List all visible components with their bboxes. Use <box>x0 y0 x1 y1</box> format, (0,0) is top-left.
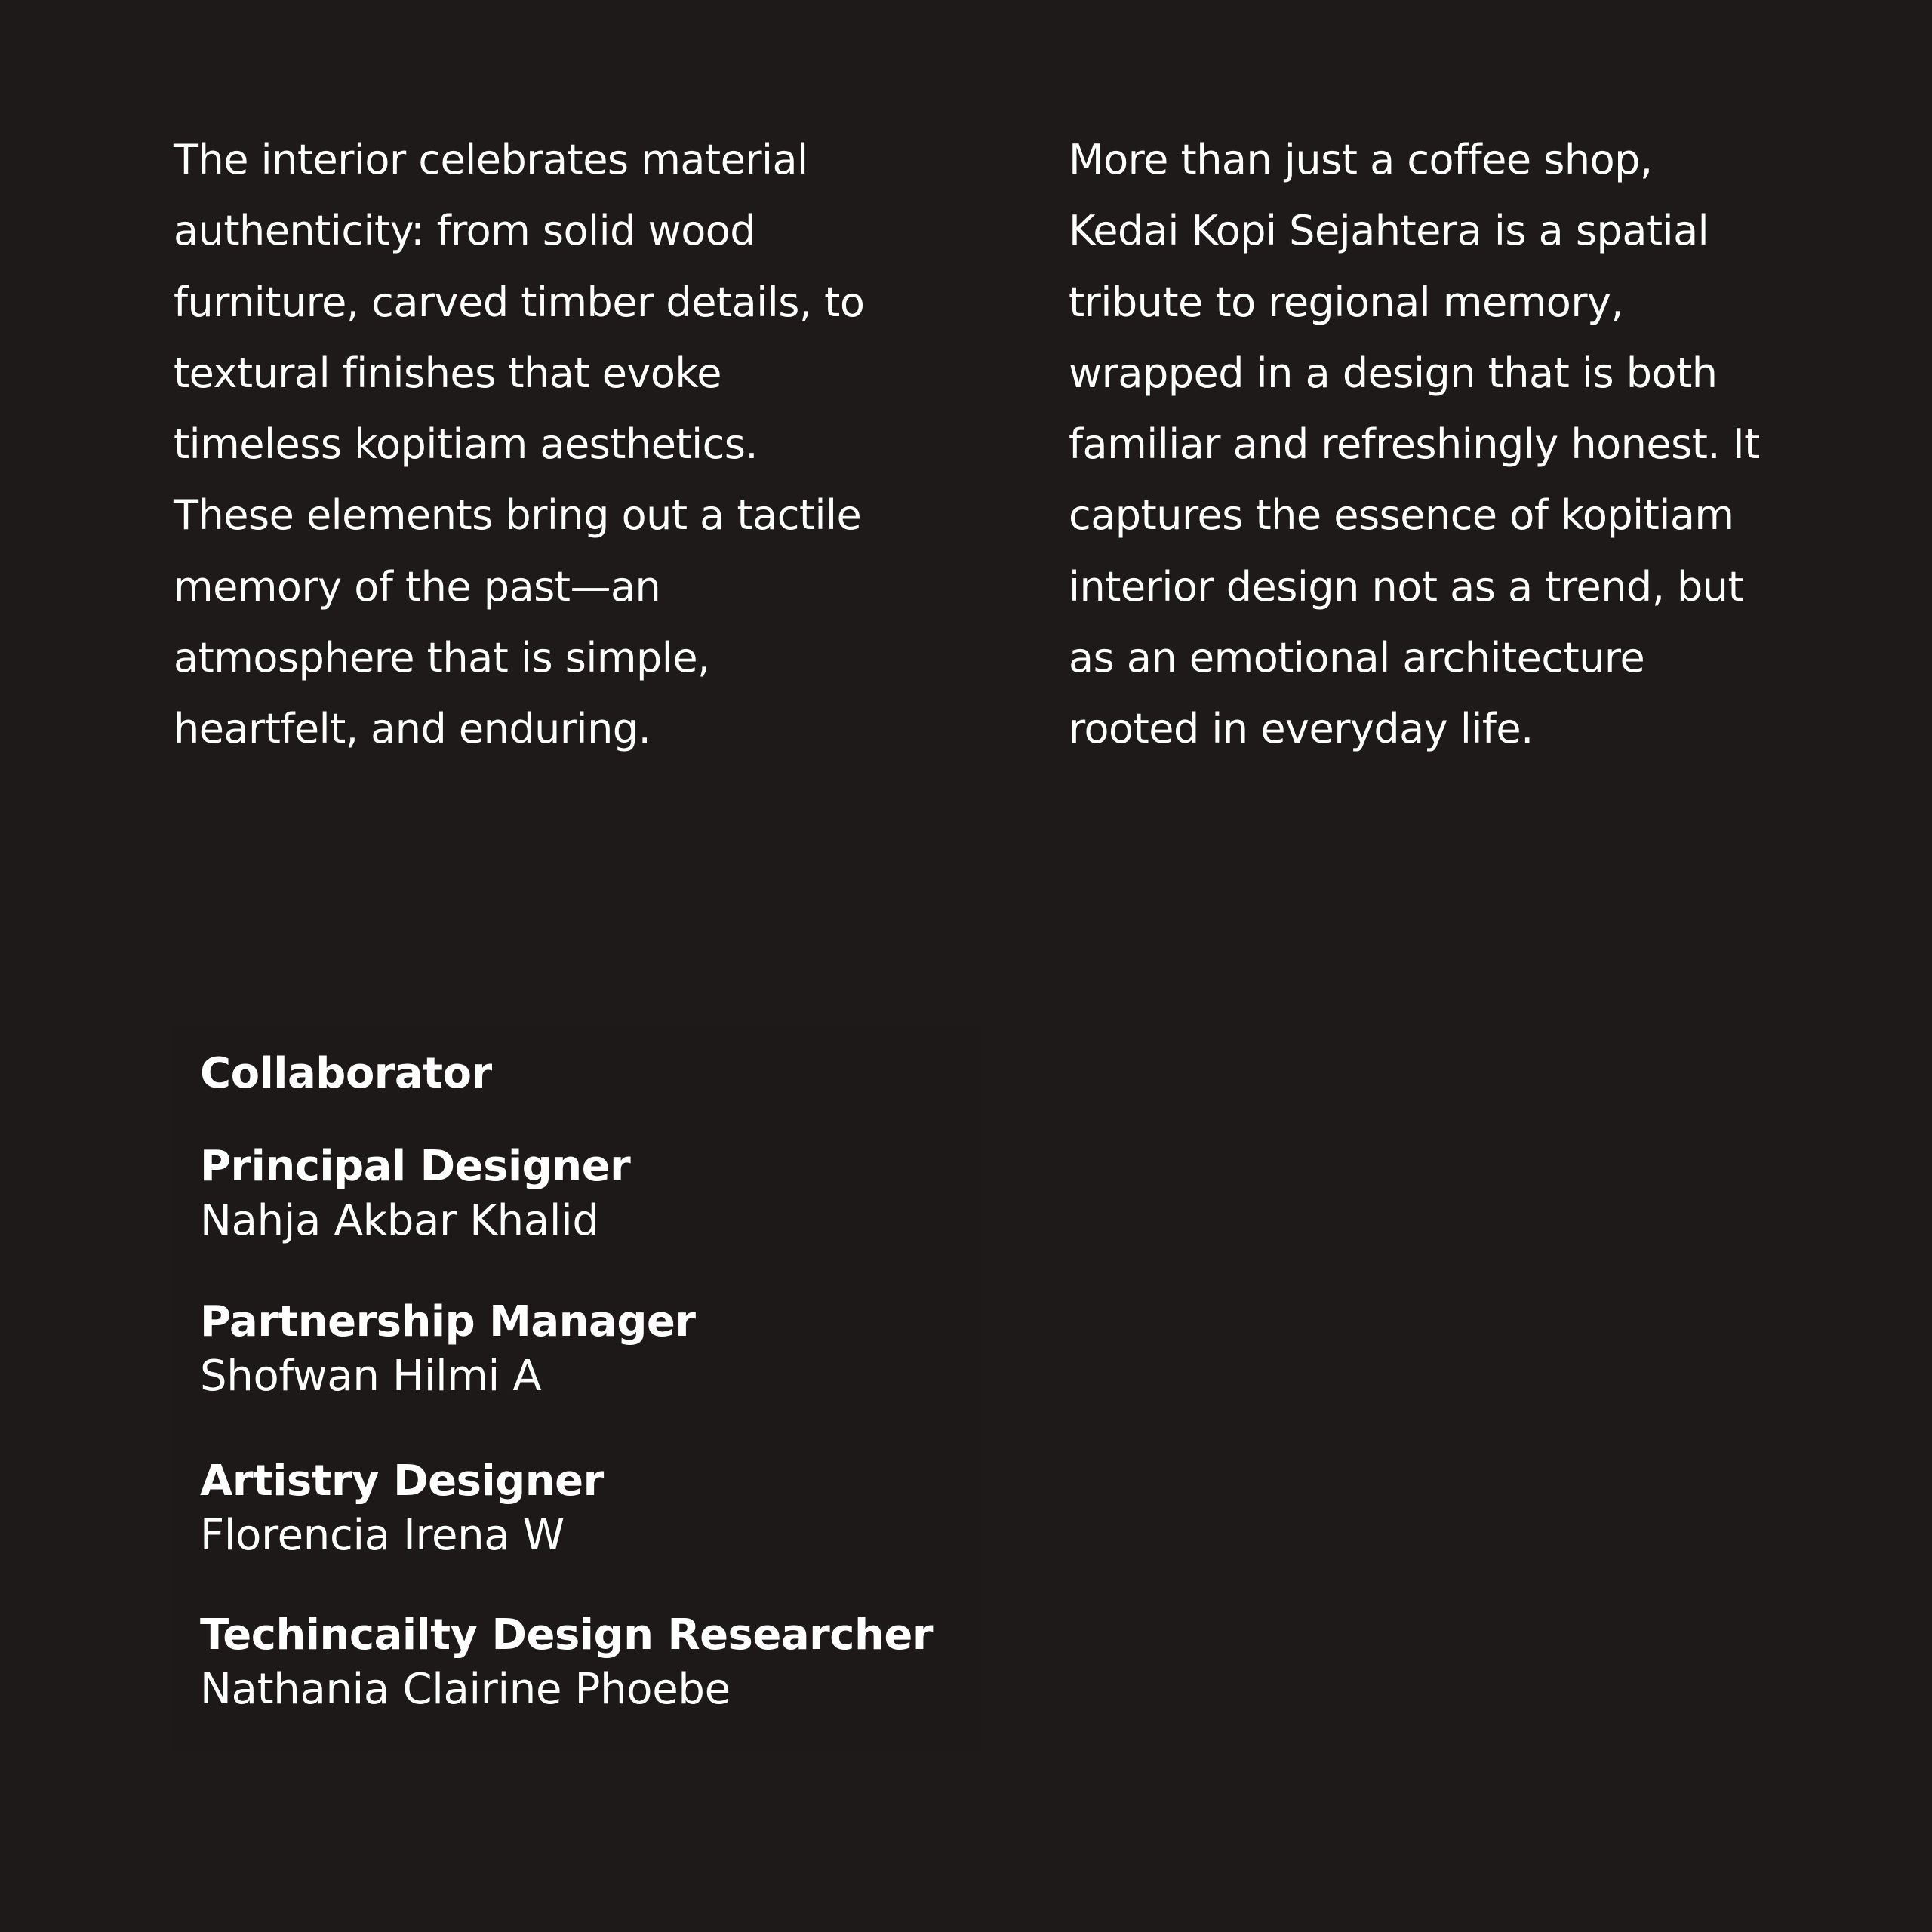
credits-title: Collaborator <box>200 1049 492 1098</box>
paragraph-line: timeless kopitiam aesthetics. <box>174 420 758 469</box>
credit-entry-principal-designer <box>200 1140 630 1248</box>
paragraph-line: More than just a coffee shop, <box>1069 136 1653 183</box>
credit-entry-design-researcher <box>200 1608 933 1717</box>
paragraph-line: heartfelt, and enduring. <box>174 705 651 753</box>
paragraph-line: furniture, carved timber details, to <box>174 278 865 326</box>
paragraph-line: rooted in everyday life. <box>1069 705 1534 753</box>
credit-role-label: Artistry Designer <box>200 1457 604 1506</box>
credit-entry-artistry-designer <box>200 1454 604 1563</box>
paragraph-line: textural finishes that evoke <box>174 349 721 397</box>
paragraph-line: familiar and refreshingly honest. It <box>1069 420 1760 469</box>
paragraph-line: tribute to regional memory, <box>1069 278 1624 326</box>
paragraph-line: interior design not as a trend, but <box>1069 562 1744 611</box>
paragraph-line: Kedai Kopi Sejahtera is a spatial <box>1069 207 1709 255</box>
credit-person-name: Florencia Irena W <box>200 1511 565 1560</box>
intro-paragraph-right <box>1069 125 1838 765</box>
credit-role-label: Techincailty Design Researcher <box>200 1611 933 1660</box>
paragraph-line: as an emotional architecture <box>1069 634 1645 682</box>
credit-person-name: Nahja Akbar Khalid <box>200 1196 599 1245</box>
paragraph-line: These elements bring out a tactile <box>174 491 862 540</box>
credit-role-label: Partnership Manager <box>200 1297 696 1346</box>
paragraph-line: wrapped in a design that is both <box>1069 349 1718 397</box>
paragraph-line: memory of the past—an <box>174 562 661 611</box>
paragraph-line: The interior celebrates material <box>174 136 808 183</box>
credit-role-label: Principal Designer <box>200 1142 631 1191</box>
paragraph-line: atmosphere that is simple, <box>174 634 710 682</box>
credit-entry-partnership-manager <box>200 1295 696 1404</box>
paragraph-line: authenticity: from solid wood <box>174 207 756 255</box>
credit-person-name: Shofwan Hilmi A <box>200 1352 542 1401</box>
collaborator-credits <box>172 1026 980 1751</box>
paragraph-line: captures the essence of kopitiam <box>1069 491 1734 540</box>
credit-person-name: Nathania Clairine Phoebe <box>200 1665 731 1714</box>
intro-paragraph-left <box>174 125 943 765</box>
